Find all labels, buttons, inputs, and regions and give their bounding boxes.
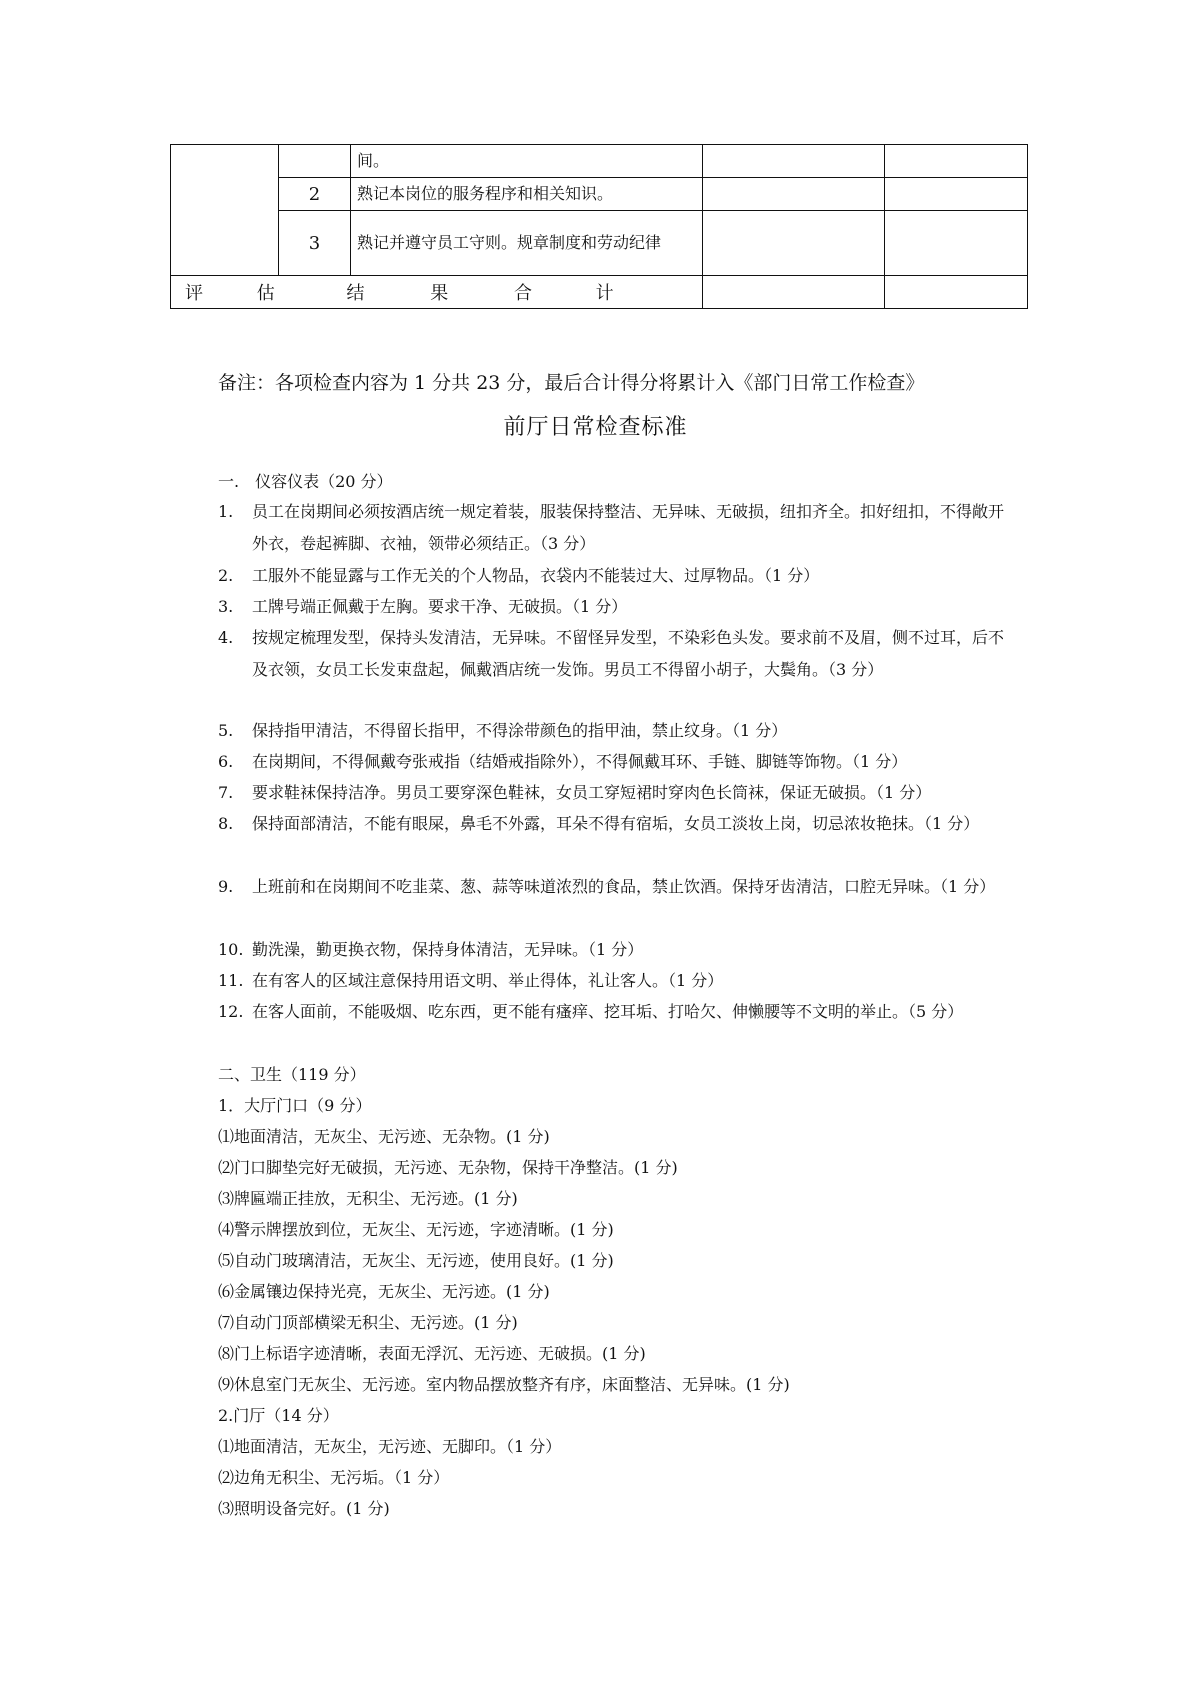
item-text: 上班前和在岗期间不吃韭菜、葱、蒜等味道浓烈的食品，禁止饮酒。保持牙齿清洁，口腔无异味。（1 分） <box>252 877 996 896</box>
number-cell: 2 <box>279 178 351 211</box>
list-item <box>218 560 1018 592</box>
subsection-heading: 1．大厅门口（9 分） <box>218 1096 372 1115</box>
list-item <box>218 777 1018 809</box>
item-text: 员工在岗期间必须按酒店统一规定着装，服装保持整洁、无异味、无破损，纽扣齐全。扣好纽扣，不得敞开外衣，卷起裤脚、衣袖，领带必须结正。（3 分） <box>252 502 1005 553</box>
item-number: 5. <box>218 721 234 740</box>
category-cell <box>171 145 279 276</box>
list-item: ⑵门口脚垫完好无破损，无污迹、无杂物，保持干净整洁。(1 分) <box>218 1158 678 1177</box>
section-heading: 一. 仪容仪表（20 分） <box>218 472 393 491</box>
total-score-cell <box>703 276 885 309</box>
total-label-cell <box>171 276 703 309</box>
remark-cell <box>885 211 1028 276</box>
item-number: 3. <box>218 597 234 616</box>
total-label-char: 结 <box>346 283 365 304</box>
item-number: 4. <box>218 628 234 647</box>
item-number: 9. <box>218 877 234 896</box>
list-item: ⑸自动门玻璃清洁，无灰尘、无污迹，使用良好。(1 分) <box>218 1251 614 1270</box>
score-cell <box>703 178 885 211</box>
total-label-char: 评 <box>185 283 203 304</box>
item-text: 按规定梳理发型，保持头发清洁，无异味。不留怪异发型，不染彩色头发。要求前不及眉，侧不过耳，后不及衣领，女员工长发束盘起，佩戴酒店统一发饰。男员工不得留小胡子，大鬓角。（3 分） <box>252 628 1005 679</box>
list-item: ⑼休息室门无灰尘、无污迹。室内物品摆放整齐有序，床面整洁、无异味。(1 分) <box>218 1375 790 1394</box>
list-item <box>218 496 1018 559</box>
list-item <box>218 808 1018 840</box>
item-text: 在有客人的区域注意保持用语文明、举止得体，礼让客人。（1 分） <box>252 971 724 990</box>
page-title: 前厅日常检查标准 <box>503 415 688 440</box>
item-number: 7. <box>218 783 234 802</box>
item-number: 10. <box>218 940 244 959</box>
list-item <box>218 715 1018 747</box>
list-item <box>218 996 1018 1028</box>
list-item: ⑶照明设备完好。(1 分) <box>218 1499 390 1518</box>
table-row <box>171 178 1028 211</box>
table-row <box>171 145 1028 178</box>
score-cell <box>703 145 885 178</box>
content-cell: 间。 <box>351 145 703 178</box>
list-item <box>218 591 1018 623</box>
list-item <box>218 871 1018 903</box>
list-item: ⑺自动门顶部横梁无积尘、无污迹。(1 分) <box>218 1313 518 1332</box>
table-row-total <box>171 276 1028 309</box>
item-number: 12. <box>218 1002 244 1021</box>
list-item: ⑴地面清洁，无灰尘，无污迹、无脚印。（1 分） <box>218 1437 562 1456</box>
content-cell: 熟记并遵守员工守则。规章制度和劳动纪律 <box>351 211 703 276</box>
total-label-char: 估 <box>256 283 275 304</box>
list-item: ⑴地面清洁，无灰尘、无污迹、无杂物。(1 分) <box>218 1127 550 1146</box>
list-item <box>218 746 1018 778</box>
total-label-char: 计 <box>595 283 614 304</box>
score-cell <box>703 211 885 276</box>
number-cell <box>279 145 351 178</box>
total-remark-cell <box>885 276 1028 309</box>
list-item <box>218 965 1018 997</box>
number-cell: 3 <box>279 211 351 276</box>
list-item: ⑻门上标语字迹清晰，表面无浮沉、无污迹、无破损。(1 分) <box>218 1344 646 1363</box>
total-label-char: 果 <box>430 283 449 304</box>
section-heading: 二、卫生（119 分） <box>218 1065 366 1084</box>
item-text: 保持指甲清洁，不得留长指甲，不得涂带颜色的指甲油，禁止纹身。（1 分） <box>252 721 788 740</box>
subsection-heading: 2.门厅（14 分） <box>218 1406 339 1425</box>
evaluation-table <box>170 144 1028 309</box>
list-item: ⑵边角无积尘、无污垢。（1 分） <box>218 1468 450 1487</box>
item-text: 要求鞋袜保持洁净。男员工要穿深色鞋袜，女员工穿短裙时穿肉色长筒袜，保证无破损。（1 分） <box>252 783 932 802</box>
item-number: 1. <box>218 502 234 521</box>
item-number: 6. <box>218 752 234 771</box>
item-text: 工牌号端正佩戴于左胸。要求干净、无破损。（1 分） <box>252 597 628 616</box>
remark-cell <box>885 145 1028 178</box>
item-text: 勤洗澡，勤更换衣物，保持身体清洁，无异味。（1 分） <box>252 940 644 959</box>
item-number: 11. <box>218 971 244 990</box>
item-number: 8. <box>218 814 234 833</box>
table-row <box>171 211 1028 276</box>
list-item <box>218 622 1018 685</box>
total-label-char: 合 <box>513 283 532 304</box>
item-text: 在岗期间，不得佩戴夸张戒指（结婚戒指除外），不得佩戴耳环、手链、脚链等饰物。（1 分） <box>252 752 908 771</box>
remark-cell <box>885 178 1028 211</box>
note-text: 备注：各项检查内容为 1 分共 23 分，最后合计得分将累计入《部门日常工作检查》 <box>218 372 925 394</box>
item-text: 在客人面前，不能吸烟、吃东西，更不能有瘙痒、挖耳垢、打哈欠、伸懒腰等不文明的举止。（5 分） <box>252 1002 964 1021</box>
content-cell: 熟记本岗位的服务程序和相关知识。 <box>351 178 703 211</box>
item-text: 保持面部清洁，不能有眼屎，鼻毛不外露，耳朵不得有宿垢，女员工淡妆上岗，切忌浓妆艳抹。（1 分） <box>252 814 980 833</box>
list-item: ⑹金属镶边保持光亮，无灰尘、无污迹。(1 分) <box>218 1282 550 1301</box>
item-text: 工服外不能显露与工作无关的个人物品，衣袋内不能装过大、过厚物品。（1 分） <box>252 566 820 585</box>
list-item: ⑶牌匾端正挂放，无积尘、无污迹。(1 分) <box>218 1189 518 1208</box>
list-item: ⑷警示牌摆放到位，无灰尘、无污迹，字迹清晰。(1 分) <box>218 1220 614 1239</box>
item-number: 2. <box>218 566 234 585</box>
list-item <box>218 934 1018 966</box>
